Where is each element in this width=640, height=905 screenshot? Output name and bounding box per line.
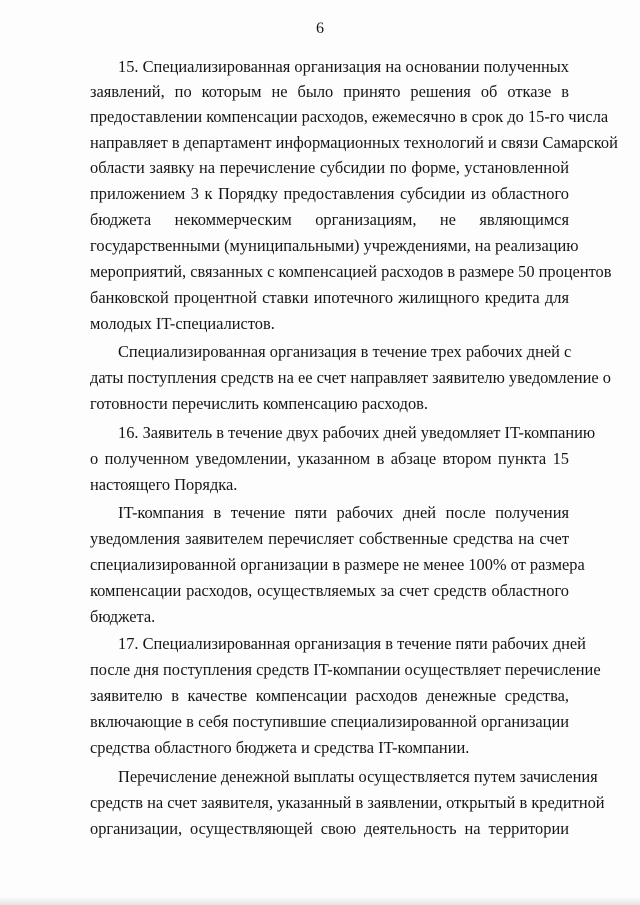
text-line: государственными (муниципальными) учреждениями, на реализацию: [90, 236, 579, 255]
text-line: 15. Специализированная организация на основании полученных: [118, 57, 569, 76]
text-line: IT-компания в течение пяти рабочих дней после получения: [118, 503, 569, 522]
text-line: специализированной организации в размере не менее 100% от размера: [90, 555, 585, 574]
text-line: направляет в департамент информационных технологий и связи Самарской: [90, 133, 618, 152]
text-line: приложением 3 к Порядку предоставления субсидии из областного: [90, 184, 569, 203]
text-line: мероприятий, связанных с компенсацией расходов в размере 50 процентов: [90, 262, 612, 281]
text-line: средств на счет заявителя, указанный в заявлении, открытый в кредитной: [90, 793, 605, 812]
text-line: банковской процентной ставки ипотечного жилищного кредита для: [90, 288, 569, 307]
text-line: средства областного бюджета и средства IT-компании.: [90, 738, 470, 757]
text-line: заявлений, по которым не было принято решения об отказе в: [90, 82, 569, 101]
text-line: включающие в себя поступившие специализированной организации: [90, 712, 569, 731]
text-line: предоставлении компенсации расходов, ежемесячно в срок до 15-го числа: [90, 107, 609, 126]
page-bottom-shadow: [0, 897, 640, 905]
text-line: компенсации расходов, осуществляемых за счет средств областного: [90, 581, 569, 600]
text-line: области заявку на перечисление субсидии по форме, установленной: [90, 158, 569, 177]
text-line: о полученном уведомлении, указанном в абзаце втором пункта 15: [90, 449, 569, 468]
text-line: бюджета некоммерческим организациям, не являющимся: [90, 210, 569, 229]
text-line: Перечисление денежной выплаты осуществляется путем зачисления: [118, 767, 598, 786]
text-line: 16. Заявитель в течение двух рабочих дней уведомляет IT-компанию: [118, 423, 596, 442]
text-line: настоящего Порядка.: [90, 475, 238, 494]
text-line: заявителю в качестве компенсации расходов денежные средства,: [90, 686, 569, 705]
text-line: Специализированная организация в течение трех рабочих дней с: [118, 342, 572, 361]
text-line: даты поступления средств на ее счет направляет заявителю уведомление о: [90, 368, 611, 387]
text-line: уведомления заявителем перечисляет собственные средства на счет: [90, 529, 569, 548]
text-line: организации, осуществляющей свою деятельность на территории: [90, 819, 569, 838]
text-line: готовности перечислить компенсацию расходов.: [90, 394, 428, 413]
text-line: молодых IT-специалистов.: [90, 314, 275, 333]
page-number: 6: [316, 20, 324, 37]
text-line: после дня поступления средств IT-компании осуществляет перечисление: [90, 660, 601, 679]
text-line: бюджета.: [90, 607, 156, 626]
text-line: 17. Специализированная организация в течение пяти рабочих дней: [118, 634, 586, 653]
